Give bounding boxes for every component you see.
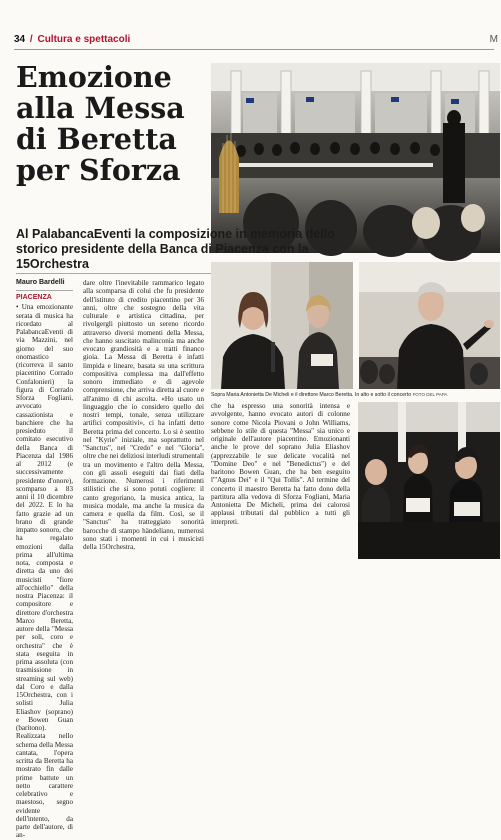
concert-photo-main: [211, 63, 500, 253]
photo-de-micheli-image: [211, 262, 353, 389]
article-column-2: [83, 279, 204, 561]
photo-de-micheli: [211, 262, 353, 389]
column-2-text: dare oltre l'inevitabile rammarico legato alla scomparsa di colui che fu presidente dell'istituto di credito piacentino per 36 anni, oltre che sostegno della vita culturale e artistica cittadina, per rivolgergli piuttosto un sereno ricordo attraverso diversi momenti della Messa, che hanno suscitato malinconia ma anche evocato grandiosità e a tratti financo gioia. La Messa di Beretta è infatti limpida e lineare, basata su una scrittura compositiva complessa ma dall'effetto sonoro immediato e di agevole comprensione, che arriva diretta al cuore e all'animo di chi ascolta. «Ho usato un linguaggio che io considero quello dei nostri tempi, tonale, senza utilizzare artifici compositivi», ci ha infatti detto Beretta prima del concerto. Lo si è sentito nel "Kyrie" iniziale, ma soprattutto nel "Sanctus", nel "Credo" e nel "Gloria", oltre che nei deliziosi interludi strumentali tra un movimento e l'altro della Messa, con gli assoli eseguiti dai fiati della formazione. Numerosi i riferimenti stilistici che si sono potuti cogliere: il canto gregoriano, la musica antica, la musica modale, ma anche la musica da camera e quella da film. Così, se il "Sanctus" ha tratteggiato sonorità barocche di stampo händeliano, numerosi sono stati i momenti in cui i musicisti della 15Orchestra,: [83, 279, 204, 551]
photo-soloists: [358, 402, 500, 559]
column-3-text: che ha espresso una sonorità intensa e avvolgente, hanno evocato autori di colonne sonore come Nicola Piovani o John Williams, sebbene lo stile di questa "Messa" sia unico e originale dell'autore piacentino. Emozionanti anche le prove del soprano Julia Eliashov (apprezzabile le sue delicate vocalità nel "Domine Deo" e nel "Benedictus") e del baritono Bowen Guan, che ha ben eseguito l'"Agnus Dei" e il "Qui Tollis". Al termine del concerto il maestro Beretta ha fatto dono della partitura alla vedova di Sforza Fogliani, Maria Antonietta De Micheli, prima dei calorosi applausi tributati dal pubblico a tutti gli interpreti.: [211, 402, 350, 526]
page-header: [14, 34, 500, 48]
caption-text: Sopra Maria Antonietta De Micheli e il direttore Marco Beretta. In alto e sotto il concerto: [211, 392, 412, 398]
column-1-text: • Una emozionante serata di musica ha ricordato al PalabancaEventi di via Mazzini, nel giorno del suo onomastico (ricorreva il santo piacentino Corrado Confalonieri) la figura di Corrado Sforza Fogliani, avvocato cassazionista e banchiere che ha presieduto il comitato esecutivo della Banca di Piacenza dal 1986 al 2012 (e successivamente presidente d'onore), scomparso a 83 anni il 10 dicembre del 2022. E lo ha fatto grazie ad un brano di grande impatto sonoro, che ha regalato emozioni dalla prima all'ultima nota, composta e diretta da uno dei musicisti "fiore all'occhiello" della nostra Piacenza: il compositore e direttore d'orchestra Marco Beretta, autore della "Messa per soli, coro e orchestra" che è stata eseguita in prima assoluta (con trasmissione in streaming sul web) dal Coro e dalla 15Orchestra, con i solisti Julia Eliashov (soprano) e Bowen Guan (baritono). Realizzata nello schema della Messa cantata, l'opera scritta da Beretta ha mostrato fin dalle prime battute un netto carattere celebrativo e maestoso, segno evidente dell'intento, da parte dell'autore, di an-: [16, 303, 73, 840]
byline-rule: [16, 290, 73, 291]
subhead: Al PalabancaEventi la composizione in memoria dello storico presidente della Banca di Piacenza con la 15Orchestra: [16, 227, 335, 271]
header-rule: [14, 49, 494, 50]
headline: Emozione alla Messa di Beretta per Sforza: [16, 60, 185, 187]
byline: Mauro Bardelli: [16, 279, 65, 286]
edge-letter: M: [489, 34, 498, 45]
section-title: Cultura e spettacoli: [37, 34, 131, 45]
article-column-3: [211, 402, 350, 562]
concert-photo-main-image: [211, 63, 500, 253]
header-separator: /: [29, 34, 33, 45]
photo-credit: FOTO DEL PAPA: [412, 392, 448, 397]
photo-caption: [211, 392, 501, 398]
photo-soloists-image: [358, 402, 500, 559]
dateline: PIACENZA: [16, 294, 52, 301]
photo-beretta: [359, 262, 500, 389]
article-column-1: [16, 294, 73, 840]
page-number: 34: [14, 34, 26, 45]
photo-beretta-image: [359, 262, 500, 389]
